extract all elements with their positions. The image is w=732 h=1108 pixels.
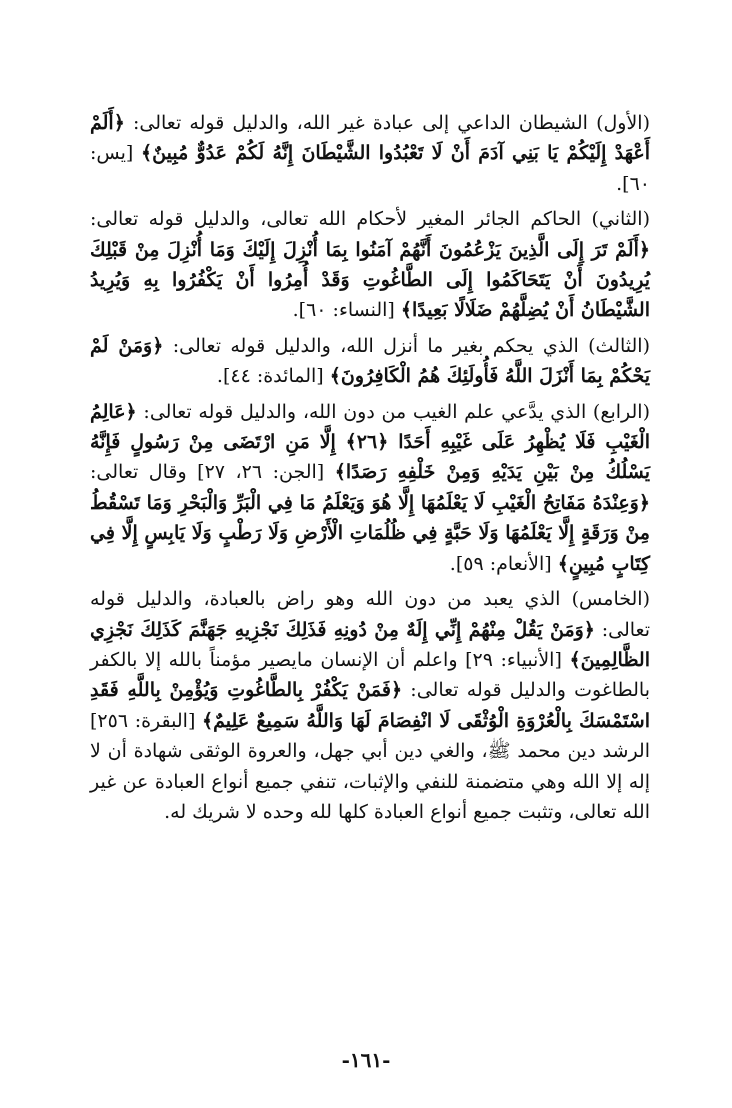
paragraph-text: [يس: ٦٠].	[90, 142, 650, 195]
quran-verse: ﴿عَالِمُ الْغَيْبِ فَلَا يُظْهِرُ عَلَى غَيْبِهِ أَحَدًا ﴿٢٦﴾ إِلَّا مَنِ ارْتَضَى مِنْ رَسُولٍ فَإِنَّهُ يَسْلُكُ مِنْ بَيْنِ يَدَيْهِ وَمِنْ خَلْفِهِ رَصَدًا﴾	[90, 400, 650, 484]
paragraph	[90, 204, 650, 326]
paragraph-text: (الثاني) الحاكم الجائر المغير لأحكام الله تعالى، والدليل قوله تعالى:	[90, 208, 650, 231]
paragraph-text: [الأنبياء: ٢٩] واعلم أن الإنسان مايصير مؤمناً بالله إلا بالكفر بالطاغوت والدليل قوله تعالى:	[90, 648, 650, 702]
quran-verse: ﴿أَلَمْ تَرَ إِلَى الَّذِينَ يَزْعُمُونَ أَنَّهُمْ آمَنُوا بِمَا أُنْزِلَ إِلَيْكَ وَمَا أُنْزِلَ مِنْ قَبْلِكَ يُرِيدُونَ أَنْ يَتَحَاكَمُوا إِلَى الطَّاغُوتِ وَقَدْ أُمِرُوا أَنْ يَكْفُرُوا بِهِ وَيُرِيدُ الشَّيْطَانُ أَنْ يُضِلَّهُمْ ضَلَالًا بَعِيدًا﴾	[90, 238, 650, 322]
paragraph-text: [الجن: ٢٦، ٢٧] وقال تعالى:	[90, 461, 335, 484]
paragraph	[90, 584, 650, 827]
quran-verse: ﴿أَلَمْ أَعْهَدْ إِلَيْكُمْ يَا بَنِي آدَمَ أَنْ لَا تَعْبُدُوا الشَّيْطَانَ إِنَّهُ لَكُمْ عَدُوٌّ مُبِينٌ﴾	[90, 112, 650, 165]
paragraph	[90, 108, 650, 199]
paragraph-text: (الأول) الشيطان الداعي إلى عبادة غير الله، والدليل قوله تعالى:	[124, 112, 650, 134]
paragraph-text: (الثالث) الذي يحكم بغير ما أنزل الله، والدليل قوله تعالى:	[163, 334, 650, 357]
paragraph	[90, 331, 650, 392]
paragraph-text: (الرابع) الذي يدَّعي علم الغيب من دون الله، والدليل قوله تعالى:	[136, 400, 650, 423]
paragraph-text: [البقرة: ٢٥٦] الرشد دين محمد ﷺ، والغي دين أبي جهل، والعروة الوثقى شهادة أن لا إله إلا الله وهي متضمنة للنفي والإثبات، تنفي جميع أنواع العبادة عن غير الله تعالى، وتثبت جميع أنواع العبادة كلها لله وحده لا شريك له.	[90, 709, 650, 823]
quran-verse: ﴿وَمَنْ يَقُلْ مِنْهُمْ إِنِّي إِلَهٌ مِنْ دُونِهِ فَذَلِكَ نَجْزِيهِ جَهَنَّمَ كَذَلِكَ نَجْزِي الظَّالِمِينَ﴾	[90, 618, 650, 671]
paragraph-text: (الخامس) الذي يعبد من دون الله وهو راض بالعبادة، والدليل قوله تعالى:	[90, 588, 650, 641]
quran-verse: ﴿وَمَنْ لَمْ يَحْكُمْ بِمَا أَنْزَلَ اللَّهُ فَأُولَئِكَ هُمُ الْكَافِرُونَ﴾	[90, 334, 650, 388]
page-body	[90, 108, 650, 832]
quran-verse: ﴿وَعِنْدَهُ مَفَاتِحُ الْغَيْبِ لَا يَعْلَمُهَا إِلَّا هُوَ وَيَعْلَمُ مَا فِي الْبَرِّ وَالْبَحْرِ وَمَا تَسْقُطُ مِنْ وَرَقَةٍ إِلَّا يَعْلَمُهَا وَلَا حَبَّةٍ فِي ظُلُمَاتِ الْأَرْضِ وَلَا رَطْبٍ وَلَا يَابِسٍ إِلَّا فِي كِتَابٍ مُبِينٍ﴾	[90, 491, 650, 575]
paragraph-text: [الأنعام: ٥٩].	[449, 552, 558, 575]
quran-verse: ﴿فَمَنْ يَكْفُرْ بِالطَّاغُوتِ وَيُؤْمِنْ بِاللَّهِ فَقَدِ اسْتَمْسَكَ بِالْعُرْوَةِ الْوُثْقَى لَا انْفِصَامَ لَهَا وَاللَّهُ سَمِيعٌ عَلِيمٌ﴾	[90, 679, 650, 732]
paragraph	[90, 397, 650, 579]
paragraph-text: [المائدة: ٤٤].	[216, 365, 330, 388]
paragraph-text: [النساء: ٦٠].	[292, 299, 401, 322]
page-number: -١٦١-	[341, 1048, 391, 1072]
